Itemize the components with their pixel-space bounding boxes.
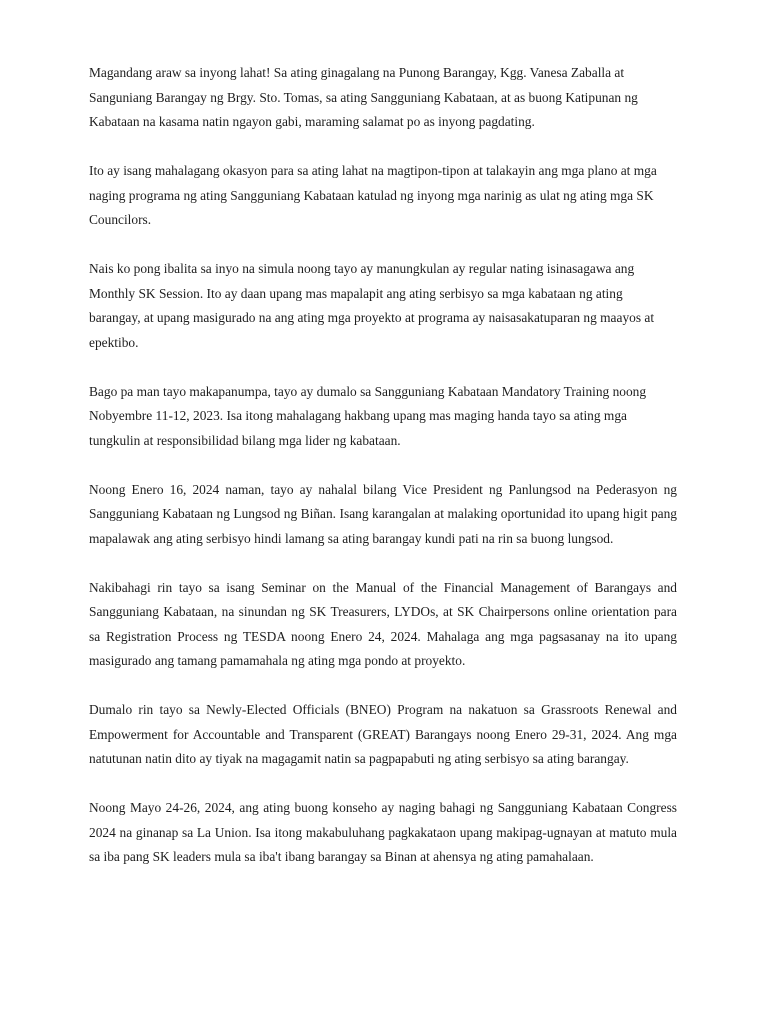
paragraph-mandatory-training: Bago pa man tayo makapanumpa, tayo ay dumalo sa Sangguniang Kabataan Mandatory Training noong Nobyembre 11-12, 2023. Isa itong mahalagang hakbang upang mas maging handa tayo sa ating mga tungkulin at responsibilidad bilang mga lider ng kabataan. <box>89 383 647 448</box>
paragraph-sk-congress: Noong Mayo 24-26, 2024, ang ating buong konseho ay naging bahagi ng Sangguniang Kabataan Congress 2024 na ginanap sa La Union. Isa itong makabuluhang pagkakataon upang makipag-ugnayan at matuto mula sa iba pang SK leaders mula sa iba't ibang barangay sa Binan at ahensya ng ating pamahalaan. <box>89 800 677 864</box>
paragraph-greeting: Magandang araw sa inyong lahat! Sa ating ginagalang na Punong Barangay, Kgg. Vanesa Zaballa at Sanguniang Barangay ng Brgy. Sto. Tomas, sa ating Sangguniang Kabataan, at as buong Katipunan ng Kabataan na kasama natin ngayon gabi, maraming salamat po as inyong pagdating. <box>89 65 638 129</box>
document-body <box>89 61 677 894</box>
paragraph-bneo-program: Dumalo rin tayo sa Newly-Elected Officials (BNEO) Program na nakatuon sa Grassroots Renewal and Empowerment for Accountable and Transparent (GREAT) Barangays noong Enero 29-31, 2024. Ang mga natutunan natin dito ay tiyak na magagamit natin sa pagpapabuti ng ating serbisyo sa ating barangay. <box>89 702 677 766</box>
paragraph-vice-president: Noong Enero 16, 2024 naman, tayo ay nahalal bilang Vice President ng Panlungsod na Pederasyon ng Sangguniang Kabataan ng Lungsod ng Biñan. Isang karangalan at malaking oportunidad ito upang higit pang mapalawak ang ating serbisyo hindi lamang sa ating barangay kundi pati na rin sa buong lungsod. <box>89 481 677 546</box>
paragraph-financial-seminar: Nakibahagi rin tayo sa isang Seminar on the Manual of the Financial Management of Barangays and Sangguniang Kabataan, na sinundan ng SK Treasurers, LYDOs, at SK Chairpersons online orientation para sa Registration Process ng TESDA noong Enero 24, 2024. Mahalaga ang mga pagsasanay na ito upang masigurado ang tamang pamamahala ng ating mga pondo at proyekto. <box>89 579 677 668</box>
paragraph-monthly-session: Nais ko pong ibalita sa inyo na simula noong tayo ay manungkulan ay regular nating isinasagawa ang Monthly SK Session. Ito ay daan upang mas mapalapit ang ating serbisyo sa mga kabataan ng ating barangay, at upang masigurado na ang ating mga proyekto at programa ay naisasakatuparan ng maayos at epektibo. <box>89 261 655 350</box>
paragraph-occasion: Ito ay isang mahalagang okasyon para sa ating lahat na magtipon-tipon at talakayin ang mga plano at mga naging programa ng ating Sangguniang Kabataan katulad ng inyong mga narinig as ulat ng ating mga SK Councilors. <box>89 163 657 227</box>
